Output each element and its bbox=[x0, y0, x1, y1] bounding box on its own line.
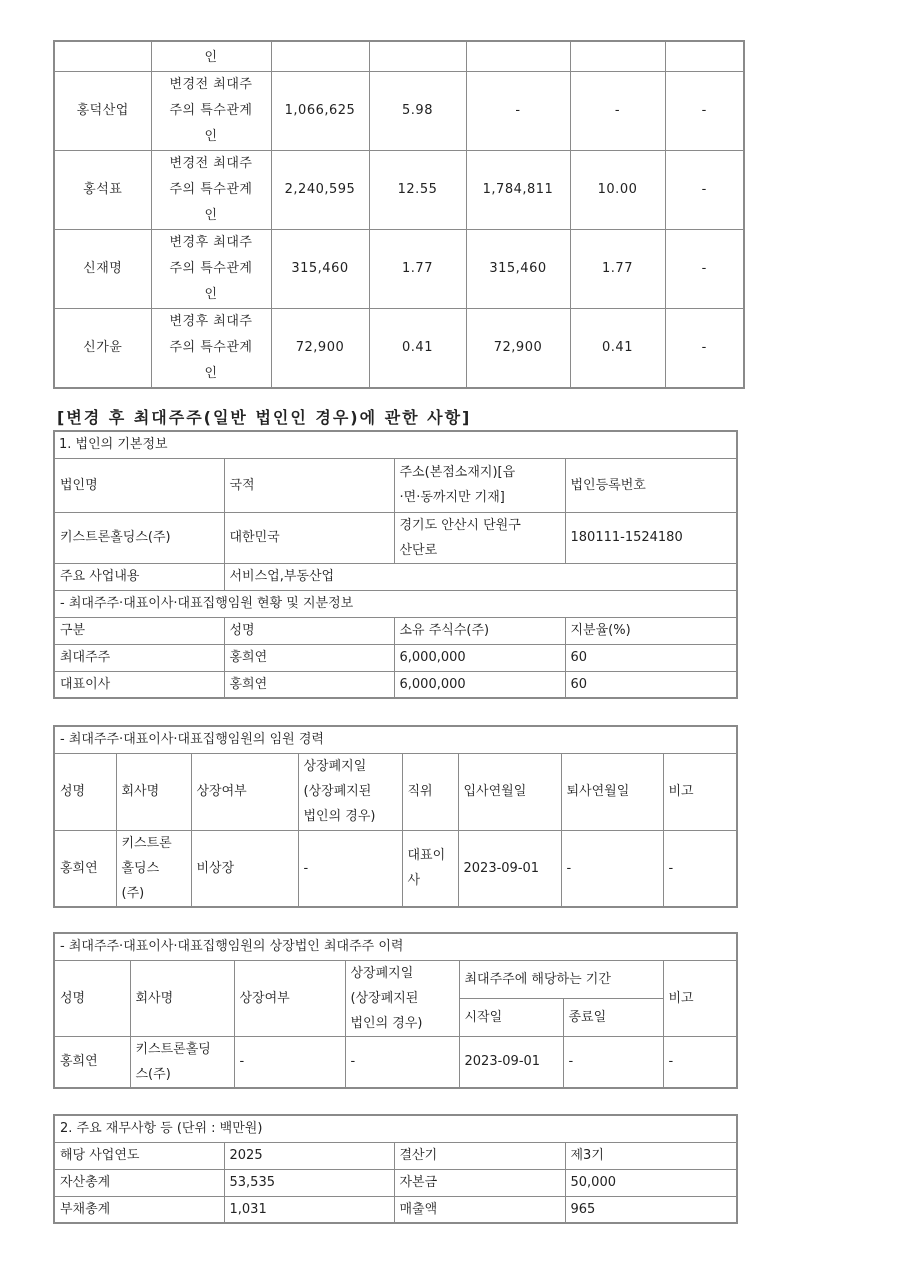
header-line: 상장폐지일 bbox=[303, 759, 367, 774]
history-start: 2023-09-01 bbox=[459, 1036, 563, 1088]
career-header-name: 성명 bbox=[54, 753, 116, 830]
shares-before: 72,900 bbox=[271, 308, 369, 388]
company-line: 홀딩스 bbox=[121, 860, 160, 876]
history-name: 홍희연 bbox=[54, 1036, 130, 1088]
history-header-company: 회사명 bbox=[130, 960, 234, 1036]
table-row bbox=[54, 1036, 737, 1088]
shareholder-name: 신가윤 bbox=[54, 308, 151, 388]
section-heading: [변경 후 최대주주(일반 법인인 경우)에 관한 사항] bbox=[57, 408, 472, 427]
relation-line: 인 bbox=[204, 207, 218, 223]
sub-cell: 대표이사 bbox=[54, 671, 224, 698]
history-header-note: 비고 bbox=[663, 960, 737, 1036]
financial-table bbox=[53, 1114, 738, 1224]
company-address-line: 경기도 안산시 단원구 bbox=[399, 517, 521, 533]
relation-line: 인 bbox=[204, 365, 218, 381]
financial-value: 2025 bbox=[224, 1142, 394, 1169]
table-row bbox=[54, 229, 744, 308]
career-company bbox=[116, 830, 191, 907]
company-name: 키스트론홀딩스(주) bbox=[54, 512, 224, 563]
shares-after: 315,460 bbox=[466, 229, 570, 308]
header-address-line: ·면·동까지만 기재] bbox=[399, 490, 505, 505]
shares-after: 1,784,811 bbox=[466, 150, 570, 229]
history-header-listed: 상장여부 bbox=[234, 960, 345, 1036]
history-table bbox=[53, 932, 738, 1089]
table-row bbox=[54, 71, 744, 150]
note: - bbox=[665, 229, 744, 308]
company-line: 스(주) bbox=[135, 1066, 171, 1082]
financial-label: 결산기 bbox=[394, 1142, 565, 1169]
table-row bbox=[54, 644, 737, 671]
history-header-end: 종료일 bbox=[563, 998, 663, 1036]
pct-before: 0.41 bbox=[369, 308, 466, 388]
sub-header: 구분 bbox=[54, 617, 224, 644]
header-line: 법인의 경우) bbox=[303, 809, 376, 824]
relation-line: 변경후 최대주 bbox=[169, 234, 253, 250]
basic-info-table bbox=[53, 430, 738, 699]
note: - bbox=[665, 308, 744, 388]
career-name: 홍희연 bbox=[54, 830, 116, 907]
table-row bbox=[54, 150, 744, 229]
header-reg-no: 법인등록번호 bbox=[565, 458, 737, 512]
financial-value: 965 bbox=[565, 1196, 737, 1223]
shareholder-name: 신재명 bbox=[54, 229, 151, 308]
financial-value: 50,000 bbox=[565, 1169, 737, 1196]
history-end: - bbox=[563, 1036, 663, 1088]
company-reg-no: 180111-1524180 bbox=[565, 512, 737, 563]
relation-line: 주의 특수관계 bbox=[169, 181, 253, 197]
history-title: - 최대주주·대표이사·대표집행임원의 상장법인 최대주주 이력 bbox=[54, 933, 737, 960]
history-delisted: - bbox=[345, 1036, 459, 1088]
financial-title: 2. 주요 재무사항 등 (단위 : 백만원) bbox=[54, 1115, 737, 1142]
career-table bbox=[53, 725, 738, 908]
career-note: - bbox=[663, 830, 737, 907]
position-line: 사 bbox=[407, 873, 421, 889]
career-header-note: 비고 bbox=[663, 753, 737, 830]
table-row bbox=[54, 1142, 737, 1169]
business-value: 서비스업,부동산업 bbox=[224, 563, 737, 590]
career-position bbox=[402, 830, 458, 907]
shares-before: 315,460 bbox=[271, 229, 369, 308]
pct-after: 0.41 bbox=[570, 308, 665, 388]
financial-label: 부채총계 bbox=[54, 1196, 224, 1223]
header-address bbox=[394, 458, 565, 512]
history-company bbox=[130, 1036, 234, 1088]
financial-label: 해당 사업연도 bbox=[54, 1142, 224, 1169]
career-header-join: 입사연월일 bbox=[458, 753, 561, 830]
career-join: 2023-09-01 bbox=[458, 830, 561, 907]
company-line: (주) bbox=[121, 885, 145, 901]
sub-cell: 홍희연 bbox=[224, 644, 394, 671]
header-line: (상장폐지된 bbox=[303, 784, 372, 799]
relation-cell bbox=[151, 71, 271, 150]
header-name: 법인명 bbox=[54, 458, 224, 512]
financial-label: 자산총계 bbox=[54, 1169, 224, 1196]
sub-cell: 6,000,000 bbox=[394, 671, 565, 698]
career-listed: 비상장 bbox=[191, 830, 298, 907]
table-row bbox=[54, 1169, 737, 1196]
relation-cell bbox=[151, 150, 271, 229]
pct-before: 1.77 bbox=[369, 229, 466, 308]
table-row bbox=[54, 308, 744, 388]
financial-value: 53,535 bbox=[224, 1169, 394, 1196]
relation-line: 인 bbox=[204, 286, 218, 302]
history-header-period: 최대주주에 해당하는 기간 bbox=[459, 960, 663, 998]
sub-title: - 최대주주·대표이사·대표집행임원 현황 및 지분정보 bbox=[54, 590, 737, 617]
relation-line: 변경전 최대주 bbox=[169, 76, 253, 92]
company-address bbox=[394, 512, 565, 563]
table-row bbox=[54, 830, 737, 907]
career-header-leave: 퇴사연월일 bbox=[561, 753, 663, 830]
company-nationality: 대한민국 bbox=[224, 512, 394, 563]
company-line: 키스트론 bbox=[121, 835, 172, 851]
pct-before: 12.55 bbox=[369, 150, 466, 229]
relation-cell bbox=[151, 308, 271, 388]
table-row bbox=[54, 41, 744, 71]
sub-header: 소유 주식수(주) bbox=[394, 617, 565, 644]
header-nationality: 국적 bbox=[224, 458, 394, 512]
relation-line: 인 bbox=[204, 128, 218, 144]
sub-cell: 60 bbox=[565, 671, 737, 698]
relation-line: 주의 특수관계 bbox=[169, 339, 253, 355]
basic-info-title: 1. 법인의 기본정보 bbox=[54, 431, 737, 458]
note: - bbox=[665, 71, 744, 150]
header-line: (상장폐지된 bbox=[350, 990, 419, 1006]
company-address-line: 산단로 bbox=[399, 542, 438, 558]
history-header-delisted bbox=[345, 960, 459, 1036]
relation-line: 변경전 최대주 bbox=[169, 155, 253, 171]
pct-after: 1.77 bbox=[570, 229, 665, 308]
shares-after: - bbox=[466, 71, 570, 150]
career-delisted: - bbox=[298, 830, 402, 907]
relation-line: 변경후 최대주 bbox=[169, 313, 253, 329]
shareholder-name: 홍석표 bbox=[54, 150, 151, 229]
sub-cell: 홍희연 bbox=[224, 671, 394, 698]
relation-cell bbox=[151, 229, 271, 308]
business-label: 주요 사업내용 bbox=[54, 563, 224, 590]
financial-label: 자본금 bbox=[394, 1169, 565, 1196]
financial-value: 1,031 bbox=[224, 1196, 394, 1223]
shareholder-table bbox=[53, 40, 745, 389]
shareholder-name: 홍덕산업 bbox=[54, 71, 151, 150]
career-header-position: 직위 bbox=[402, 753, 458, 830]
table-row bbox=[54, 671, 737, 698]
header-line: 상장폐지일 bbox=[350, 965, 414, 981]
shares-after: 72,900 bbox=[466, 308, 570, 388]
shares-before: 1,066,625 bbox=[271, 71, 369, 150]
relation-cell: 인 bbox=[151, 41, 271, 71]
header-line: 법인의 경우) bbox=[350, 1015, 423, 1031]
pct-after: - bbox=[570, 71, 665, 150]
career-header-company: 회사명 bbox=[116, 753, 191, 830]
pct-after: 10.00 bbox=[570, 150, 665, 229]
note: - bbox=[665, 150, 744, 229]
history-listed: - bbox=[234, 1036, 345, 1088]
history-header-start: 시작일 bbox=[459, 998, 563, 1036]
career-title: - 최대주주·대표이사·대표집행임원의 임원 경력 bbox=[54, 726, 737, 753]
position-line: 대표이 bbox=[407, 848, 446, 864]
table-row bbox=[54, 1196, 737, 1223]
sub-header: 지분율(%) bbox=[565, 617, 737, 644]
history-header-name: 성명 bbox=[54, 960, 130, 1036]
sub-cell: 6,000,000 bbox=[394, 644, 565, 671]
history-note: - bbox=[663, 1036, 737, 1088]
header-address-line: 주소(본점소재지)[읍 bbox=[399, 465, 516, 480]
career-header-listed: 상장여부 bbox=[191, 753, 298, 830]
relation-line: 주의 특수관계 bbox=[169, 260, 253, 276]
career-header-delisted bbox=[298, 753, 402, 830]
sub-cell: 최대주주 bbox=[54, 644, 224, 671]
sub-header: 성명 bbox=[224, 617, 394, 644]
sub-cell: 60 bbox=[565, 644, 737, 671]
pct-before: 5.98 bbox=[369, 71, 466, 150]
financial-value: 제3기 bbox=[565, 1142, 737, 1169]
career-leave: - bbox=[561, 830, 663, 907]
company-line: 키스트론홀딩 bbox=[135, 1041, 211, 1057]
relation-line: 주의 특수관계 bbox=[169, 102, 253, 118]
shares-before: 2,240,595 bbox=[271, 150, 369, 229]
financial-label: 매출액 bbox=[394, 1196, 565, 1223]
